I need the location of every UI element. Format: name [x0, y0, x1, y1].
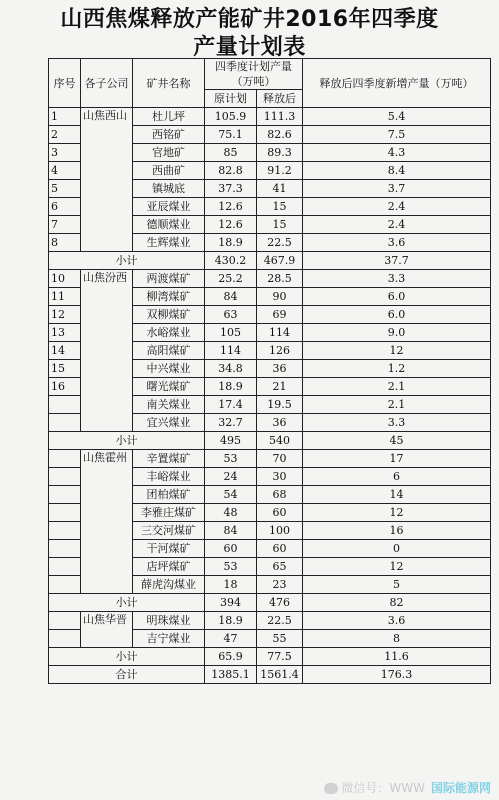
released-plan: 22.5 [257, 234, 303, 252]
mine-name: 明珠煤业 [133, 612, 205, 630]
original-plan: 32.7 [205, 414, 257, 432]
row-seq [49, 630, 81, 648]
row-seq [49, 450, 81, 468]
released-plan: 114 [257, 324, 303, 342]
table-row [49, 270, 491, 288]
wechat-id: 微信号：WWW [341, 781, 425, 795]
row-seq [49, 486, 81, 504]
total-row [49, 666, 491, 684]
original-plan: 24 [205, 468, 257, 486]
subtotal-original: 394 [205, 594, 257, 612]
released-plan: 15 [257, 216, 303, 234]
row-seq: 11 [49, 288, 81, 306]
added-output: 5 [303, 576, 491, 594]
added-output: 8.4 [303, 162, 491, 180]
subtotal-increase: 11.6 [303, 648, 491, 666]
added-output: 12 [303, 558, 491, 576]
released-plan: 22.5 [257, 612, 303, 630]
original-plan: 47 [205, 630, 257, 648]
mine-name: 杜儿坪 [133, 108, 205, 126]
subtotal-released: 467.9 [257, 252, 303, 270]
original-plan: 63 [205, 306, 257, 324]
released-plan: 68 [257, 486, 303, 504]
original-plan: 18.9 [205, 612, 257, 630]
released-plan: 65 [257, 558, 303, 576]
added-output: 5.4 [303, 108, 491, 126]
subtotal-increase: 82 [303, 594, 491, 612]
original-plan: 18.9 [205, 234, 257, 252]
original-plan: 105 [205, 324, 257, 342]
company-name: 山焦汾西 [81, 270, 133, 432]
mine-name: 吉宁煤业 [133, 630, 205, 648]
added-output: 2.1 [303, 396, 491, 414]
original-plan: 105.9 [205, 108, 257, 126]
mine-name: 生辉煤业 [133, 234, 205, 252]
original-plan: 18 [205, 576, 257, 594]
added-output: 0 [303, 540, 491, 558]
added-output: 8 [303, 630, 491, 648]
row-seq: 10 [49, 270, 81, 288]
released-plan: 82.6 [257, 126, 303, 144]
released-plan: 111.3 [257, 108, 303, 126]
mine-name: 高阳煤矿 [133, 342, 205, 360]
added-output: 6.0 [303, 306, 491, 324]
row-seq: 14 [49, 342, 81, 360]
original-plan: 25.2 [205, 270, 257, 288]
subtotal-label: 小计 [49, 252, 205, 270]
total-released: 1561.4 [257, 666, 303, 684]
mine-name: 辛置煤矿 [133, 450, 205, 468]
added-output: 2.4 [303, 216, 491, 234]
mine-name: 亚辰煤业 [133, 198, 205, 216]
subtotal-released: 77.5 [257, 648, 303, 666]
released-plan: 91.2 [257, 162, 303, 180]
page-title [0, 6, 499, 62]
mine-name: 薛虎沟煤业 [133, 576, 205, 594]
row-seq [49, 504, 81, 522]
row-seq: 7 [49, 216, 81, 234]
production-plan-table [48, 58, 491, 684]
original-plan: 37.3 [205, 180, 257, 198]
row-seq: 16 [49, 378, 81, 396]
subtotal-label: 小计 [49, 648, 205, 666]
mine-name: 团柏煤矿 [133, 486, 205, 504]
released-plan: 23 [257, 576, 303, 594]
released-plan: 41 [257, 180, 303, 198]
total-original: 1385.1 [205, 666, 257, 684]
table-row [49, 108, 491, 126]
subtotal-label: 小计 [49, 594, 205, 612]
original-plan: 53 [205, 558, 257, 576]
wechat-icon [324, 783, 338, 794]
released-plan: 21 [257, 378, 303, 396]
row-seq [49, 576, 81, 594]
released-plan: 70 [257, 450, 303, 468]
added-output: 16 [303, 522, 491, 540]
added-output: 3.6 [303, 234, 491, 252]
added-output: 7.5 [303, 126, 491, 144]
mine-name: 柳湾煤矿 [133, 288, 205, 306]
mine-name: 干河煤矿 [133, 540, 205, 558]
header-released: 释放后 [257, 90, 303, 108]
original-plan: 34.8 [205, 360, 257, 378]
row-seq: 4 [49, 162, 81, 180]
added-output: 12 [303, 504, 491, 522]
row-seq [49, 612, 81, 630]
header-mine: 矿井名称 [133, 59, 205, 108]
released-plan: 55 [257, 630, 303, 648]
original-plan: 60 [205, 540, 257, 558]
subtotal-original: 430.2 [205, 252, 257, 270]
mine-name: 官地矿 [133, 144, 205, 162]
added-output: 4.3 [303, 144, 491, 162]
released-plan: 19.5 [257, 396, 303, 414]
header-company: 各子公司 [81, 59, 133, 108]
subtotal-row [49, 252, 491, 270]
row-seq [49, 396, 81, 414]
added-output: 6.0 [303, 288, 491, 306]
original-plan: 17.4 [205, 396, 257, 414]
subtotal-released: 476 [257, 594, 303, 612]
brand-logo-text: 国际能源网 [430, 781, 491, 795]
released-plan: 60 [257, 540, 303, 558]
row-seq: 5 [49, 180, 81, 198]
original-plan: 114 [205, 342, 257, 360]
original-plan: 53 [205, 450, 257, 468]
subtotal-row [49, 594, 491, 612]
released-plan: 90 [257, 288, 303, 306]
mine-name: 镇城底 [133, 180, 205, 198]
mine-name: 西铭矿 [133, 126, 205, 144]
mine-name: 中兴煤业 [133, 360, 205, 378]
original-plan: 84 [205, 522, 257, 540]
row-seq [49, 522, 81, 540]
mine-name: 曙光煤矿 [133, 378, 205, 396]
mine-name: 德顺煤业 [133, 216, 205, 234]
mine-name: 双柳煤矿 [133, 306, 205, 324]
added-output: 17 [303, 450, 491, 468]
added-output: 9.0 [303, 324, 491, 342]
row-seq [49, 468, 81, 486]
released-plan: 60 [257, 504, 303, 522]
row-seq: 3 [49, 144, 81, 162]
row-seq: 1 [49, 108, 81, 126]
total-increase: 176.3 [303, 666, 491, 684]
added-output: 12 [303, 342, 491, 360]
mine-name: 水峪煤业 [133, 324, 205, 342]
subtotal-increase: 45 [303, 432, 491, 450]
original-plan: 18.9 [205, 378, 257, 396]
subtotal-row [49, 432, 491, 450]
added-output: 14 [303, 486, 491, 504]
row-seq [49, 414, 81, 432]
subtotal-original: 65.9 [205, 648, 257, 666]
subtotal-row [49, 648, 491, 666]
added-output: 2.1 [303, 378, 491, 396]
mine-name: 店坪煤矿 [133, 558, 205, 576]
watermark [324, 779, 491, 796]
row-seq: 15 [49, 360, 81, 378]
company-name: 山焦华晋 [81, 612, 133, 648]
added-output: 3.6 [303, 612, 491, 630]
title-line-2: 产量计划表 [193, 35, 306, 60]
title-line-1: 山西焦煤释放产能矿井2016年四季度 [60, 7, 439, 32]
company-name: 山焦霍州 [81, 450, 133, 594]
mine-name: 西曲矿 [133, 162, 205, 180]
subtotal-original: 495 [205, 432, 257, 450]
released-plan: 28.5 [257, 270, 303, 288]
subtotal-released: 540 [257, 432, 303, 450]
added-output: 6 [303, 468, 491, 486]
original-plan: 12.6 [205, 216, 257, 234]
released-plan: 30 [257, 468, 303, 486]
original-plan: 75.1 [205, 126, 257, 144]
released-plan: 15 [257, 198, 303, 216]
row-seq: 8 [49, 234, 81, 252]
released-plan: 36 [257, 414, 303, 432]
added-output: 3.3 [303, 270, 491, 288]
released-plan: 69 [257, 306, 303, 324]
mine-name: 丰峪煤业 [133, 468, 205, 486]
released-plan: 126 [257, 342, 303, 360]
original-plan: 48 [205, 504, 257, 522]
mine-name: 两渡煤矿 [133, 270, 205, 288]
released-plan: 100 [257, 522, 303, 540]
table-row [49, 612, 491, 630]
row-seq [49, 558, 81, 576]
added-output: 3.3 [303, 414, 491, 432]
original-plan: 85 [205, 144, 257, 162]
header-plan: 四季度计划产量（万吨） [205, 59, 303, 90]
row-seq [49, 540, 81, 558]
header-original: 原计划 [205, 90, 257, 108]
subtotal-label: 小计 [49, 432, 205, 450]
mine-name: 南关煤业 [133, 396, 205, 414]
original-plan: 82.8 [205, 162, 257, 180]
added-output: 3.7 [303, 180, 491, 198]
header-row [49, 59, 491, 90]
mine-name: 三交河煤矿 [133, 522, 205, 540]
original-plan: 12.6 [205, 198, 257, 216]
mine-name: 宜兴煤业 [133, 414, 205, 432]
table-row [49, 450, 491, 468]
row-seq: 13 [49, 324, 81, 342]
added-output: 2.4 [303, 198, 491, 216]
row-seq: 6 [49, 198, 81, 216]
subtotal-increase: 37.7 [303, 252, 491, 270]
total-label: 合计 [49, 666, 205, 684]
header-seq: 序号 [49, 59, 81, 108]
header-increase: 释放后四季度新增产量（万吨） [303, 59, 491, 108]
company-name: 山焦西山 [81, 108, 133, 252]
original-plan: 84 [205, 288, 257, 306]
released-plan: 89.3 [257, 144, 303, 162]
row-seq: 2 [49, 126, 81, 144]
mine-name: 李雅庄煤矿 [133, 504, 205, 522]
added-output: 1.2 [303, 360, 491, 378]
released-plan: 36 [257, 360, 303, 378]
original-plan: 54 [205, 486, 257, 504]
row-seq: 12 [49, 306, 81, 324]
